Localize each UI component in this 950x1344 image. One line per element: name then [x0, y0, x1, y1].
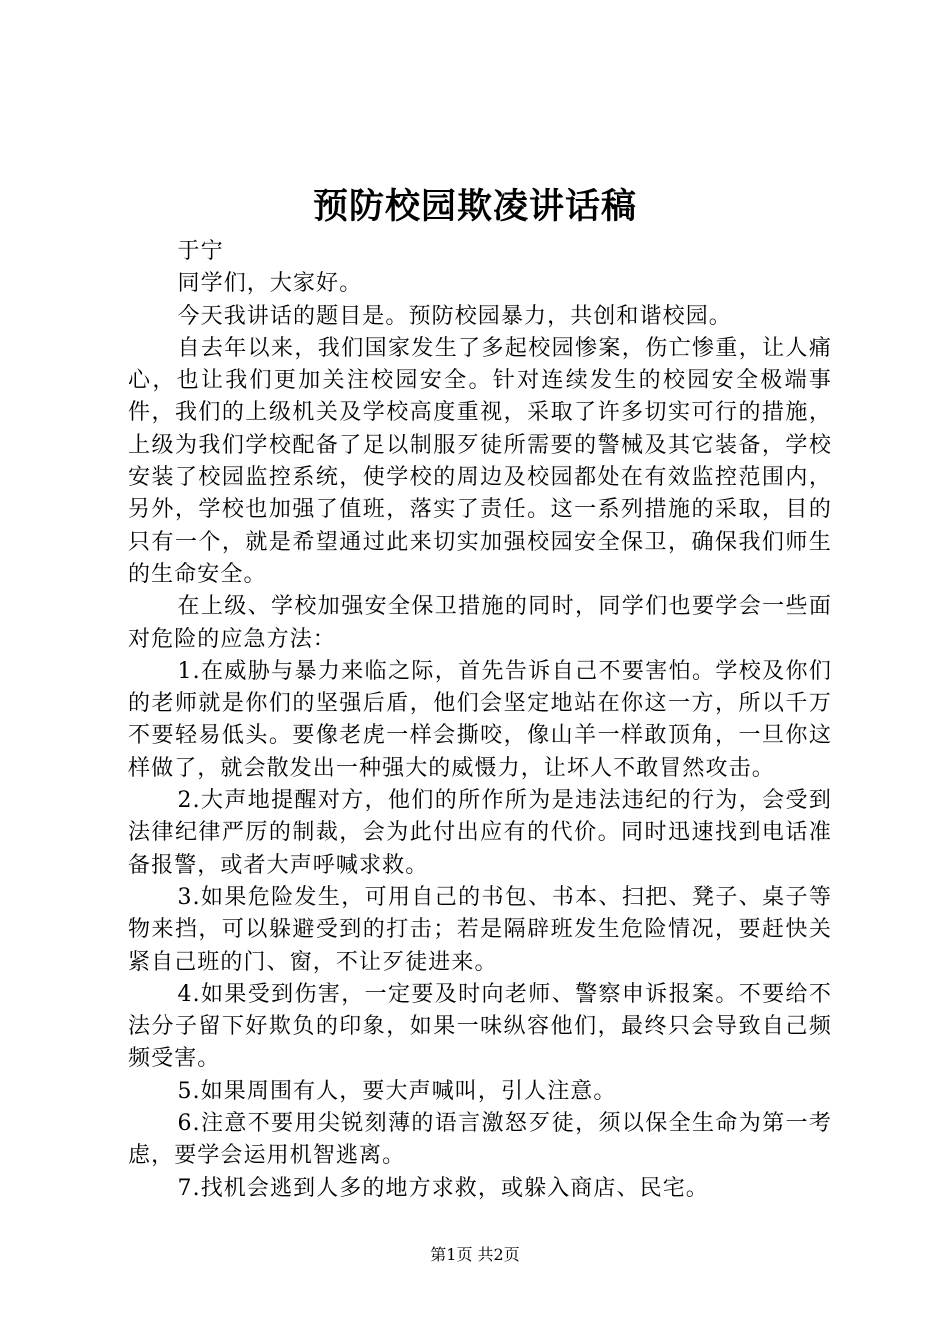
document-title: 预防校园欺凌讲话稿	[312, 186, 637, 227]
method-item-3: 3.如果危险发生，可用自己的书包、书本、扫把、凳子、桌子等物来挡，可以躲避受到的打击；若是隔辟班发生危险情况，要赶快关紧自己班的门、窗，不让歹徒进来。	[128, 884, 832, 975]
method-item-7: 7.找机会逃到人多的地方求救，或躲入商店、民宅。	[177, 1175, 709, 1201]
method-item-1: 1.在威胁与暴力来临之际，首先告诉自己不要害怕。学校及你们的老师就是你们的坚强后盾，他们会坚定地站在你这一方，所以千万不要轻易低头。要像老虎一样会撕咬，像山羊一样敢顶角，一旦你这样做了，就会散发出一种强大的威慑力，让坏人不敢冒然攻击。	[128, 658, 832, 781]
greeting-paragraph: 同学们，大家好。	[177, 271, 363, 297]
intro-methods-paragraph: 在上级、学校加强安全保卫措施的同时，同学们也要学会一些面对危险的应急方法：	[128, 594, 832, 652]
topic-paragraph: 今天我讲话的题目是。预防校园暴力，共创和谐校园。	[177, 303, 732, 329]
method-item-4: 4.如果受到伤害，一定要及时向老师、警察申诉报案。不要给不法分子留下好欺负的印象，如果一味纵容他们，最终只会导致自己频频受害。	[128, 981, 832, 1072]
author-line: 于宁	[177, 239, 224, 264]
method-item-5: 5.如果周围有人，要大声喊叫，引人注意。	[177, 1078, 617, 1104]
page-number-footer: 第1页 共2页	[430, 1245, 520, 1264]
background-paragraph: 自去年以来，我们国家发生了多起校园惨案，伤亡惨重，让人痛心，也让我们更加关注校园安全。针对连续发生的校园安全极端事件，我们的上级机关及学校高度重视，采取了许多切实可行的措施，上级为我们学校配备了足以制服歹徒所需要的警械及其它装备，学校安装了校园监控系统，使学校的周边及校园都处在有效监控范围内，另外，学校也加强了值班，落实了责任。这一系列措施的采取，目的只有一个，就是希望通过此来切实加强校园安全保卫，确保我们师生的生命安全。	[128, 335, 832, 587]
method-item-6: 6.注意不要用尖锐刻薄的语言激怒歹徒，须以保全生命为第一考虑，要学会运用机智逃离。	[128, 1111, 832, 1169]
document-body	[128, 236, 832, 1205]
method-item-2: 2.大声地提醒对方，他们的所作所为是违法违纪的行为，会受到法律纪律严厉的制裁，会为此付出应有的代价。同时迅速找到电话准备报警，或者大声呼喊求救。	[128, 788, 832, 878]
